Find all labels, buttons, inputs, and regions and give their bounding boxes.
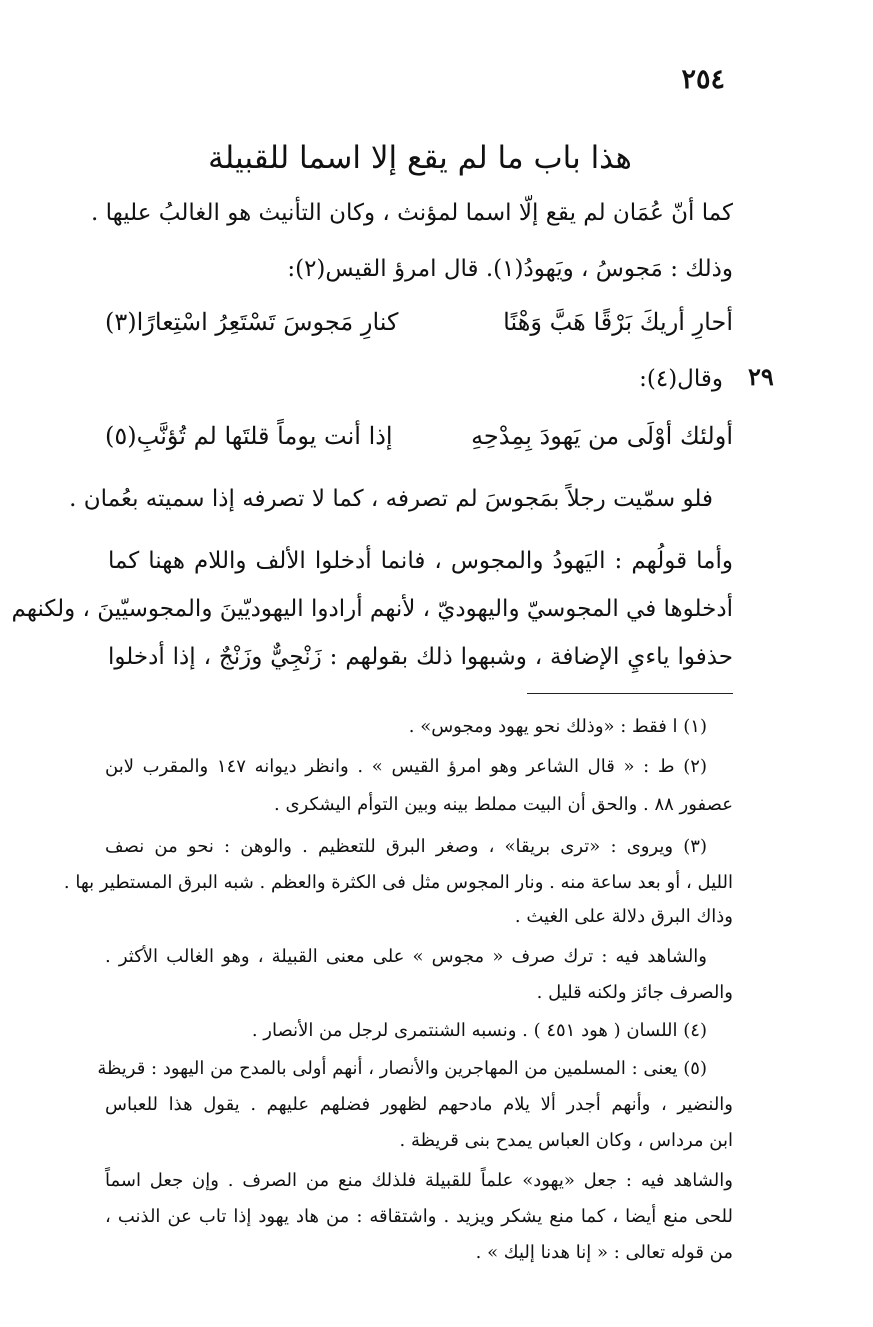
verse-2-second-hemistich: إذا أنت يوماً قلتَها لم تُؤنَّبِ(٥)	[105, 422, 393, 450]
footnote-4: (٤) اللسان ( هود ٤٥١ ) . ونسبه الشنتمرى لرجل من الأنصار .	[251, 1020, 707, 1041]
footnote-5-line-1: (٥) يعنى : المسلمين من المهاجرين والأنصار ، أنهم أولى بالمدح من اليهود : قريظة	[97, 1058, 707, 1079]
verse-1	[105, 304, 733, 340]
margin-number: ٢٩	[748, 362, 774, 391]
footnote-3-line-3: وذاك البرق دلالة على الغيث .	[514, 906, 733, 927]
footnote-3-line-2: الليل ، أو بعد ساعة منه . ونار المجوس مثل فى الكثرة والعظم . شبه البرق المستطير بها .	[63, 872, 733, 893]
footnote-1: (١) ا فقط : «وذلك نحو يهود ومجوس» .	[408, 716, 707, 737]
body-line-5: وأما قولُهم : اليَهودُ والمجوس ، فانما أدخلوا الألف واللام ههنا كما	[108, 548, 733, 574]
footnote-5-line-6: من قوله تعالى : « إنا هدنا إليك » .	[475, 1242, 733, 1263]
verse-1-first-hemistich: أحارِ أريكَ بَرْقًا هَبَّ وَهْنًا	[503, 308, 733, 336]
footnote-2-line-1: (٢) ط : « قال الشاعر وهو امرؤ القيس » . وانظر ديوانه ١٤٧ والمقرب لابن	[105, 756, 707, 777]
body-line-3: وقال(٤):	[639, 366, 723, 392]
verse-1-second-hemistich: كنارِ مَجوسَ تَسْتَعِرُ اسْتِعارًا(٣)	[105, 308, 399, 336]
verse-2-first-hemistich: أولئك أوْلَى من يَهودَ بِمِدْحِهِ	[471, 422, 733, 450]
footnote-3-line-5: والصرف جائز ولكنه قليل .	[536, 982, 733, 1003]
body-line-4: فلو سمّيت رجلاً بمَجوسَ لم تصرفه ، كما لا تصرفه إذا سميته بعُمان .	[69, 486, 713, 512]
footnote-5-line-5: للحى منع أيضا ، كما منع يشكر ويزيد . واشتقاقه : من هاد يهود إذا تاب عن الذنب ،	[105, 1206, 733, 1227]
footnote-5-line-4: والشاهد فيه : جعل «يهود» علماً للقبيلة فلذلك منع من الصرف . وإن جعل اسماً	[105, 1170, 733, 1191]
body-line-1: كما أنّ عُمَان لم يقع إلّا اسما لمؤنث ، وكان التأنيث هو الغالبُ عليها .	[90, 200, 733, 226]
footnote-separator	[527, 693, 733, 694]
footnote-2-line-2: عصفور ٨٨ . والحق أن البيت مملط بينه وبين التوأم اليشكرى .	[274, 794, 733, 815]
chapter-title: هذا باب ما لم يقع إلا اسما للقبيلة	[208, 140, 632, 176]
footnote-5-line-3: ابن مرداس ، وكان العباس يمدح بنى قريظة .	[399, 1130, 733, 1151]
footnote-5-line-2: والنضير ، وأنهم أجدر ألا يلام مادحهم لظهور فضلهم عليهم . يقول هذا للعباس	[105, 1094, 733, 1115]
body-line-7: حذفوا ياءيِ الإضافة ، وشبهوا ذلك بقولهم : زَنْجِيٌّ وزَنْجٌ ، إذا أدخلوا	[108, 644, 733, 670]
footnote-3-line-1: (٣) ويروى : «ترى بريقا» ، وصغر البرق للتعظيم . والوهن : نحو من نصف	[105, 836, 707, 857]
verse-2	[105, 418, 733, 454]
page-number: ٢٥٤	[681, 64, 725, 95]
footnote-3-line-4: والشاهد فيه : ترك صرف « مجوس » على معنى القبيلة ، وهو الغالب الأكثر .	[105, 946, 707, 967]
body-line-6: أدخلوها في المجوسيّ واليهوديّ ، لأنهم أرادوا اليهوديّينَ والمجوسيّينَ ، ولكنهم	[11, 596, 733, 622]
body-line-2: وذلك : مَجوسُ ، ويَهودُ(١). قال امرؤ القيس(٢):	[287, 256, 733, 282]
